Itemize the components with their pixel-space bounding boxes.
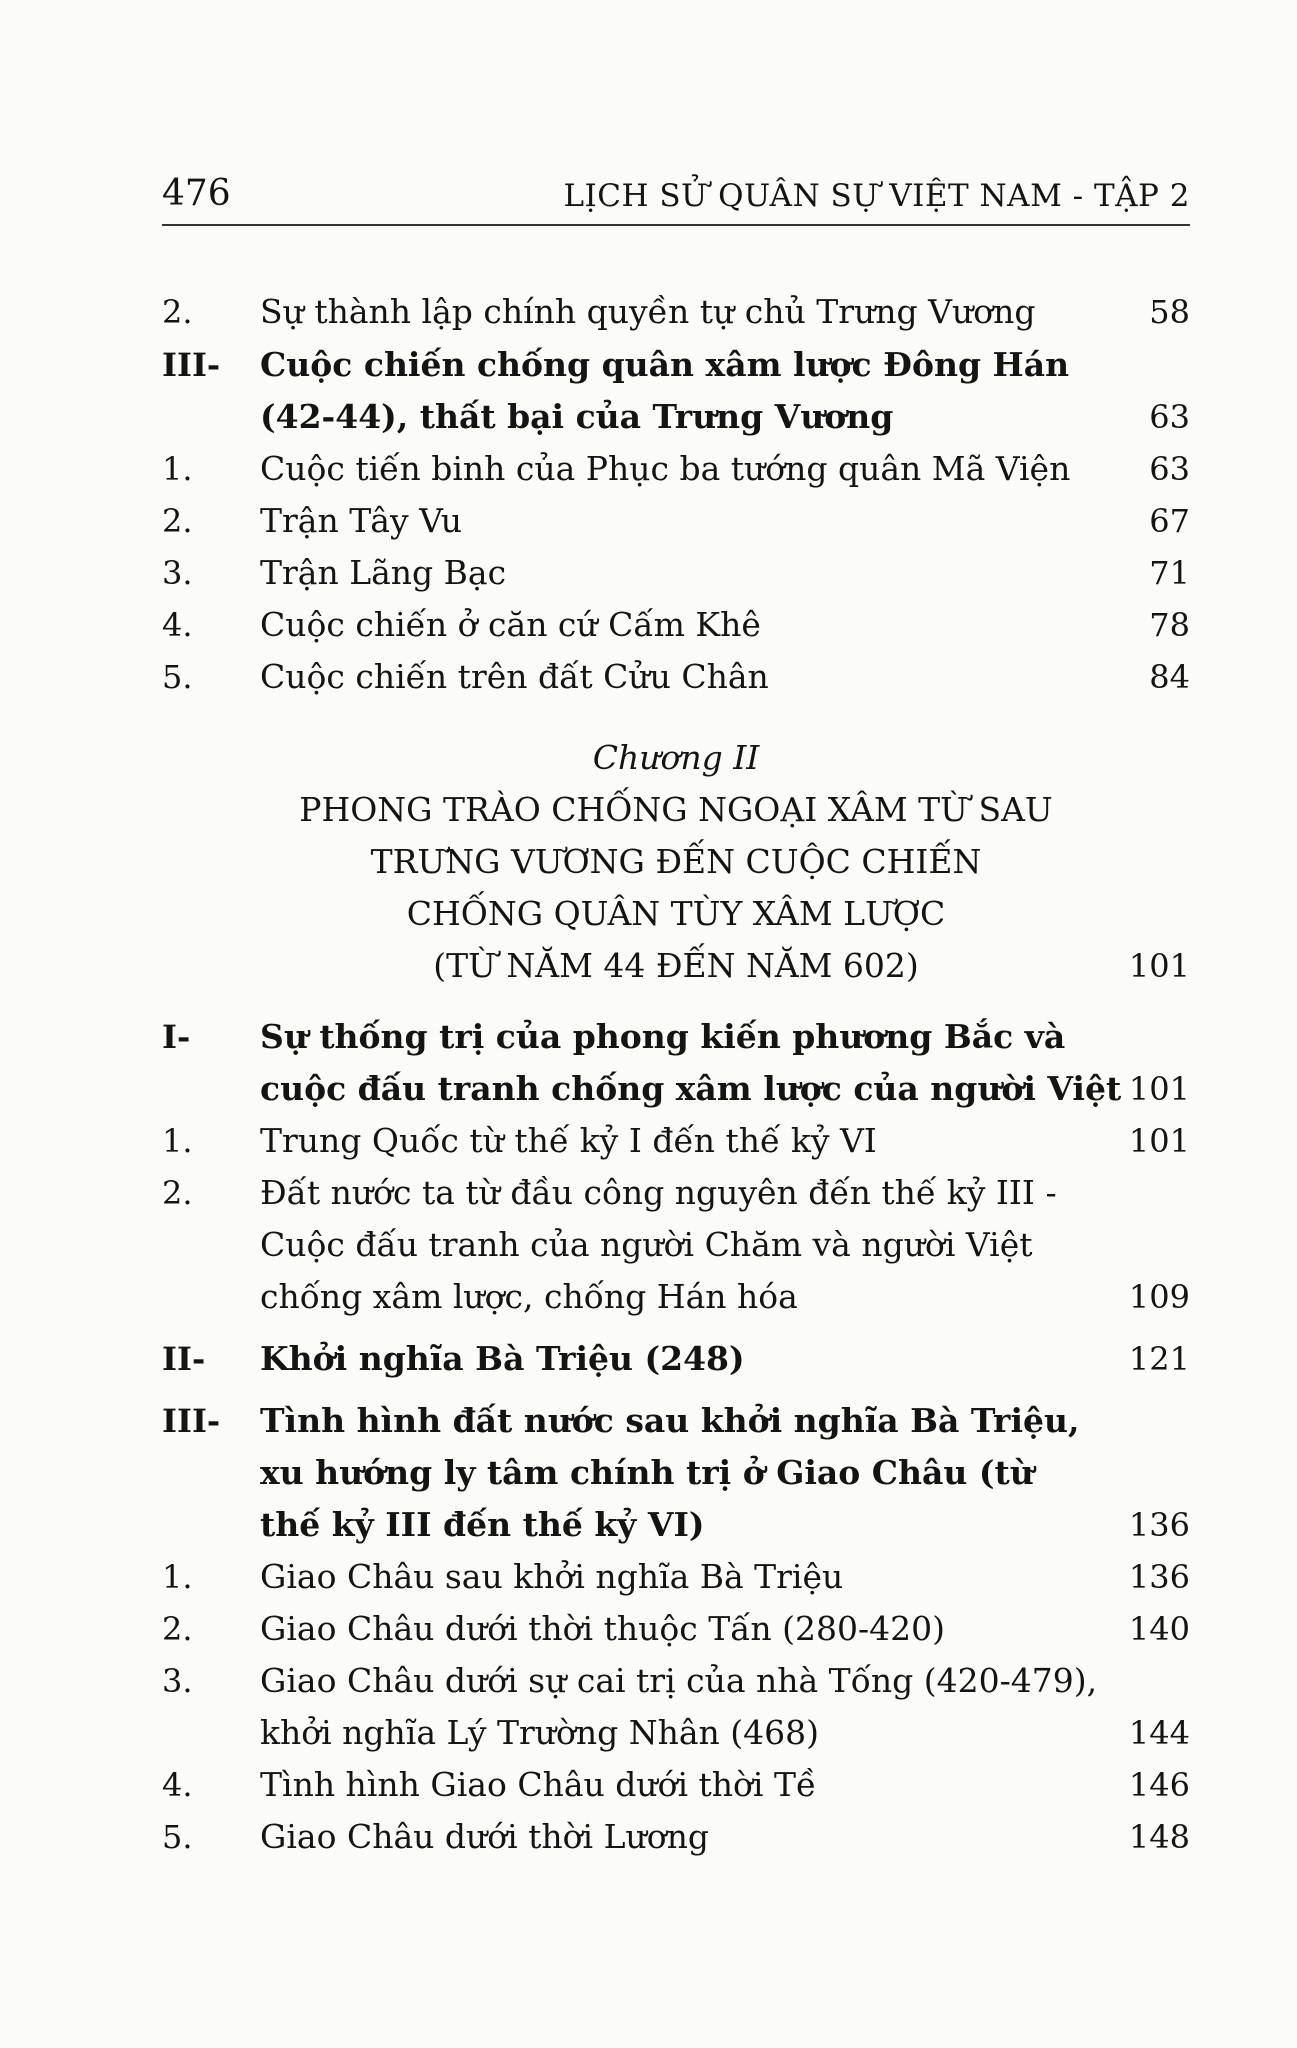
toc-entry-title: Giao Châu dưới sự cai trị của nhà Tống (420-479), [260, 1661, 1098, 1700]
toc-entry-number: 4. [162, 1766, 193, 1804]
chapter-title-line: PHONG TRÀO CHỐNG NGOẠI XÂM TỪ SAU [299, 790, 1053, 829]
toc-entry-title: khởi nghĩa Lý Trường Nhân (468) [260, 1713, 820, 1752]
toc-entry [162, 548, 1190, 598]
toc-section-heading-continued [162, 392, 1190, 442]
toc-entry [162, 1552, 1190, 1602]
page-header [162, 170, 1190, 226]
toc-entry [162, 1604, 1190, 1654]
toc-entry-page: 78 [1149, 606, 1190, 644]
chapter-title-last-line [162, 940, 1190, 992]
toc-entry-title: Cuộc tiến binh của Phục ba tướng quân Mã Viện [260, 449, 1071, 488]
toc-entry-title: (42-44), thất bại của Trưng Vương [260, 397, 894, 436]
toc-entry-page: 58 [1149, 293, 1190, 331]
toc-entry [162, 1656, 1190, 1706]
toc-section-heading-continued [162, 1500, 1190, 1550]
toc-entry [162, 287, 1190, 337]
toc-entry-title: Khởi nghĩa Bà Triệu (248) [260, 1339, 745, 1378]
toc-entry-continued [162, 1708, 1190, 1758]
toc-entry-title: Giao Châu dưới thời thuộc Tấn (280-420) [260, 1609, 946, 1648]
toc-entry-number: 2. [162, 502, 193, 540]
toc-section-heading [162, 1012, 1190, 1062]
toc-entry-page: 136 [1128, 1558, 1190, 1596]
toc-entry-number: III- [162, 1402, 221, 1440]
toc-section-heading [162, 1334, 1190, 1384]
running-title: LỊCH SỬ QUÂN SỰ VIỆT NAM - TẬP 2 [563, 178, 1190, 214]
toc-entry [162, 1760, 1190, 1810]
toc-entry-page: 146 [1128, 1766, 1190, 1804]
toc-entry-number: 5. [162, 1818, 193, 1856]
toc-entry [162, 1116, 1190, 1166]
toc-entry [162, 496, 1190, 546]
toc-entry-page: 109 [1128, 1278, 1190, 1316]
toc-entry-title: Cuộc chiến trên đất Cửu Chân [260, 657, 769, 696]
toc-entry-title: Tình hình đất nước sau khởi nghĩa Bà Triệu, [260, 1401, 1080, 1440]
toc-entry [162, 1168, 1190, 1218]
toc-entry-title: Cuộc đấu tranh của người Chăm và người Việt [260, 1225, 1033, 1264]
toc-entry-page: 63 [1149, 398, 1190, 436]
toc-entry-number: 4. [162, 606, 193, 644]
chapter-title-line: CHỐNG QUÂN TÙY XÂM LƯỢC [406, 894, 946, 933]
toc-entry-page: 101 [1128, 1122, 1190, 1160]
toc-entry-title: cuộc đấu tranh chống xâm lược của người Việt [260, 1069, 1122, 1108]
toc-entry [162, 1812, 1190, 1862]
toc-entry-title: Đất nước ta từ đầu công nguyên đến thế kỷ III - [260, 1173, 1057, 1212]
toc-entry-title: Sự thống trị của phong kiến phương Bắc và [260, 1017, 1066, 1056]
toc-entry-continued [162, 1220, 1190, 1270]
toc-entry-page: 71 [1149, 554, 1190, 592]
toc-entry-number: 1. [162, 1122, 193, 1160]
toc-entry-page: 67 [1149, 502, 1190, 540]
toc-section-heading [162, 1396, 1190, 1446]
toc-entry-title: Cuộc chiến ở căn cứ Cấm Khê [260, 605, 761, 644]
toc-entry-number: 1. [162, 450, 193, 488]
toc-entry-number: 5. [162, 658, 193, 696]
toc-entry-title: Trung Quốc từ thế kỷ I đến thế kỷ VI [260, 1121, 877, 1160]
toc-entry-title: Giao Châu dưới thời Lương [260, 1817, 709, 1856]
chapter-label: Chương II [592, 738, 760, 777]
toc-entry-number: 3. [162, 1662, 193, 1700]
toc-entry-page: 136 [1128, 1506, 1190, 1544]
toc-entry-number: III- [162, 346, 221, 384]
toc-section-heading-continued [162, 1064, 1190, 1114]
chapter-title-line: TRƯNG VƯƠNG ĐẾN CUỘC CHIẾN [370, 842, 982, 881]
page-number: 476 [162, 173, 231, 214]
chapter-page: 101 [1128, 947, 1190, 985]
toc-entry [162, 444, 1190, 494]
toc-entry-title: Sự thành lập chính quyền tự chủ Trưng Vương [260, 292, 1036, 331]
toc-entry-title: Cuộc chiến chống quân xâm lược Đông Hán [260, 345, 1070, 384]
toc-entry-continued [162, 1272, 1190, 1322]
toc-entry-page: 148 [1128, 1818, 1190, 1856]
toc-entry-page: 144 [1128, 1714, 1190, 1752]
toc-entry-number: 2. [162, 1610, 193, 1648]
toc-section-heading-continued [162, 1448, 1190, 1498]
toc-entry-page: 84 [1149, 658, 1190, 696]
toc-entry-page: 101 [1128, 1070, 1190, 1108]
toc-entry-number: 2. [162, 1174, 193, 1212]
chapter-title-line: (TỪ NĂM 44 ĐẾN NĂM 602) [433, 946, 919, 985]
toc-entry-number: 1. [162, 1558, 193, 1596]
toc-entry-title: Trận Lãng Bạc [260, 553, 507, 592]
toc-section-heading [162, 340, 1190, 390]
toc-entry-number: 2. [162, 293, 193, 331]
toc-entry-title: thế kỷ III đến thế kỷ VI) [260, 1505, 705, 1544]
toc-entry-page: 63 [1149, 450, 1190, 488]
toc-entry-page: 121 [1128, 1340, 1190, 1378]
toc-entry [162, 652, 1190, 702]
toc-entry-title: xu hướng ly tâm chính trị ở Giao Châu (từ [260, 1453, 1034, 1492]
toc-entry-title: Tình hình Giao Châu dưới thời Tề [260, 1765, 817, 1804]
toc-entry-number: II- [162, 1340, 206, 1378]
toc-entry-title: chống xâm lược, chống Hán hóa [260, 1277, 798, 1316]
toc-entry-number: I- [162, 1018, 191, 1056]
toc-entry-title: Trận Tây Vu [260, 501, 463, 540]
toc-entry-number: 3. [162, 554, 193, 592]
toc-entry-title: Giao Châu sau khởi nghĩa Bà Triệu [260, 1557, 844, 1596]
toc-entry [162, 600, 1190, 650]
toc-entry-page: 140 [1128, 1610, 1190, 1648]
